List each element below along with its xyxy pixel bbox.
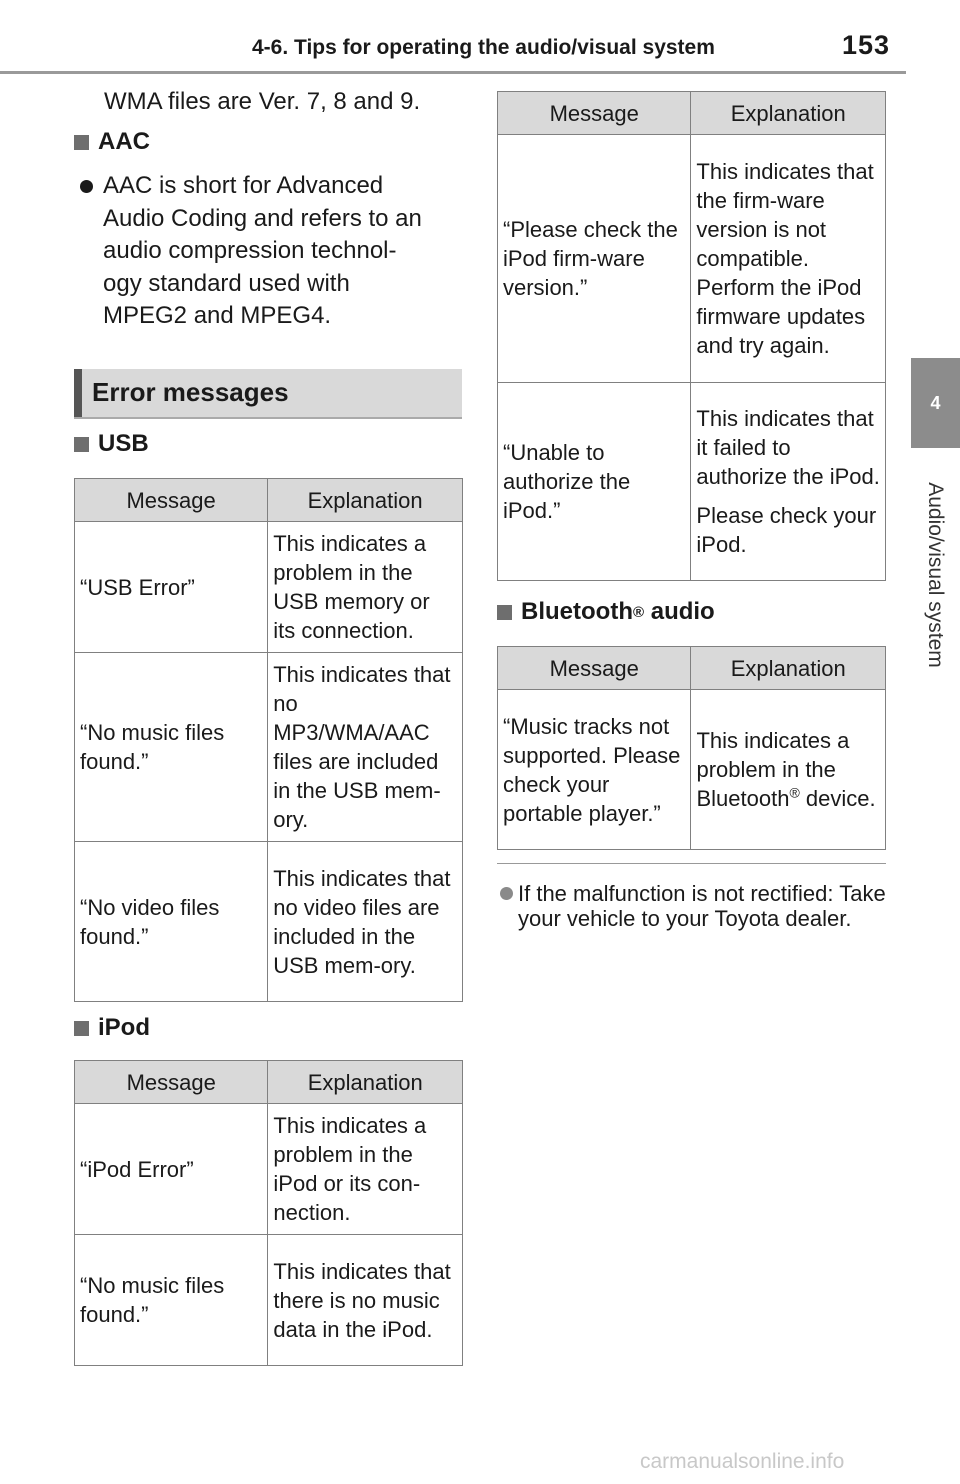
column-header-message: Message bbox=[498, 647, 691, 690]
table-row bbox=[75, 522, 463, 653]
ipod-heading-label: iPod bbox=[98, 1014, 150, 1041]
ipod-heading bbox=[74, 1014, 150, 1042]
explanation-text-extra: Please check your iPod. bbox=[696, 503, 877, 557]
message-cell: “No music files found.” bbox=[75, 1235, 268, 1366]
aac-heading-label: AAC bbox=[98, 128, 150, 155]
explanation-cell bbox=[691, 690, 886, 850]
chapter-tab bbox=[911, 358, 960, 448]
watermark-text: carmanualsonline.info bbox=[640, 1450, 845, 1473]
square-bullet-icon bbox=[497, 605, 512, 620]
square-bullet-icon bbox=[74, 437, 89, 452]
explanation-cell: This indicates that there is no music data in the iPod. bbox=[268, 1235, 463, 1366]
aac-bullet-line: Audio Coding and refers to an bbox=[103, 204, 422, 232]
message-cell: “Please check the iPod firm-ware version.” bbox=[498, 135, 691, 383]
column-header-explanation: Explanation bbox=[691, 92, 886, 135]
registered-mark: ® bbox=[632, 603, 645, 621]
note-divider bbox=[497, 863, 886, 864]
table-row bbox=[498, 690, 886, 850]
table-header-row bbox=[75, 479, 463, 522]
explanation-cell: This indicates that the firm-ware version is not compatible. Perform the iPod firmware updates and try again. bbox=[691, 135, 886, 383]
bluetooth-heading-label: Bluetooth bbox=[521, 598, 633, 625]
column-header-message: Message bbox=[75, 479, 268, 522]
bluetooth-audio-heading bbox=[497, 598, 715, 626]
table-header-row bbox=[498, 92, 886, 135]
aac-bullet-line: audio compression technol- bbox=[103, 237, 397, 264]
message-cell: “Unable to authorize the iPod.” bbox=[498, 383, 691, 581]
aac-bullet-text bbox=[103, 170, 463, 333]
explanation-cell: This indicates a problem in the iPod or its con-nection. bbox=[268, 1104, 463, 1235]
explanation-text: This indicates that it failed to authorize the iPod. bbox=[696, 406, 880, 489]
section-divider bbox=[74, 417, 462, 419]
square-bullet-icon bbox=[74, 1021, 89, 1036]
chapter-side-label: Audio/visual system bbox=[924, 482, 947, 668]
table-row bbox=[75, 1104, 463, 1235]
section-accent-bar bbox=[74, 369, 82, 417]
registered-mark: ® bbox=[789, 784, 800, 801]
usb-heading-label: USB bbox=[98, 430, 149, 457]
usb-error-table bbox=[74, 478, 463, 1002]
message-cell: “No music files found.” bbox=[75, 653, 268, 842]
column-header-explanation: Explanation bbox=[268, 479, 463, 522]
ipod-error-table bbox=[74, 1060, 463, 1366]
message-cell: “Music tracks not supported. Please check your portable player.” bbox=[498, 690, 691, 850]
ipod-error-table-continued bbox=[497, 91, 886, 581]
aac-bullet-line: AAC is short for Advanced bbox=[103, 172, 384, 199]
section-title: Error messages bbox=[92, 377, 289, 407]
wma-version-text: WMA files are Ver. 7, 8 and 9. bbox=[104, 88, 421, 115]
explanation-cell: This indicates that no video files are included in the USB mem-ory. bbox=[268, 842, 463, 1002]
message-cell: “No video files found.” bbox=[75, 842, 268, 1002]
table-header-row bbox=[75, 1061, 463, 1104]
column-header-message: Message bbox=[75, 1061, 268, 1104]
error-messages-section-header bbox=[74, 369, 462, 417]
message-cell: “USB Error” bbox=[75, 522, 268, 653]
aac-heading bbox=[74, 128, 150, 156]
header-divider bbox=[0, 71, 906, 74]
table-row bbox=[75, 653, 463, 842]
column-header-explanation: Explanation bbox=[268, 1061, 463, 1104]
column-header-explanation: Explanation bbox=[691, 647, 886, 690]
table-row bbox=[75, 1235, 463, 1366]
table-row bbox=[75, 842, 463, 1002]
explanation-text-end: device. bbox=[799, 786, 876, 811]
message-cell: “iPod Error” bbox=[75, 1104, 268, 1235]
table-row bbox=[498, 135, 886, 383]
page-number: 153 bbox=[842, 30, 891, 60]
table-header-row bbox=[498, 647, 886, 690]
note-bullet-icon bbox=[500, 887, 513, 900]
explanation-cell: This indicates a problem in the USB memory or its connection. bbox=[268, 522, 463, 653]
explanation-cell: This indicates that no MP3/WMA/AAC files are included in the USB mem-ory. bbox=[268, 653, 463, 842]
aac-bullet-line: ogy standard used with bbox=[103, 269, 350, 297]
aac-bullet-line: MPEG2 and MPEG4. bbox=[103, 302, 332, 329]
usb-heading bbox=[74, 430, 149, 458]
table-row bbox=[498, 383, 886, 581]
bluetooth-heading-suffix: audio bbox=[644, 598, 715, 625]
square-bullet-icon bbox=[74, 135, 89, 150]
bluetooth-error-table bbox=[497, 646, 886, 850]
chapter-tab-number: 4 bbox=[930, 393, 941, 413]
malfunction-note: If the malfunction is not rectified: Take your vehicle to your Toyota dealer. bbox=[518, 881, 886, 931]
explanation-text: This indicates a problem in the Bluetooth bbox=[696, 728, 850, 811]
column-header-message: Message bbox=[498, 92, 691, 135]
page-header-title: 4-6. Tips for operating the audio/visual system bbox=[252, 36, 715, 59]
explanation-cell bbox=[691, 383, 886, 581]
bullet-dot-icon bbox=[80, 180, 93, 193]
